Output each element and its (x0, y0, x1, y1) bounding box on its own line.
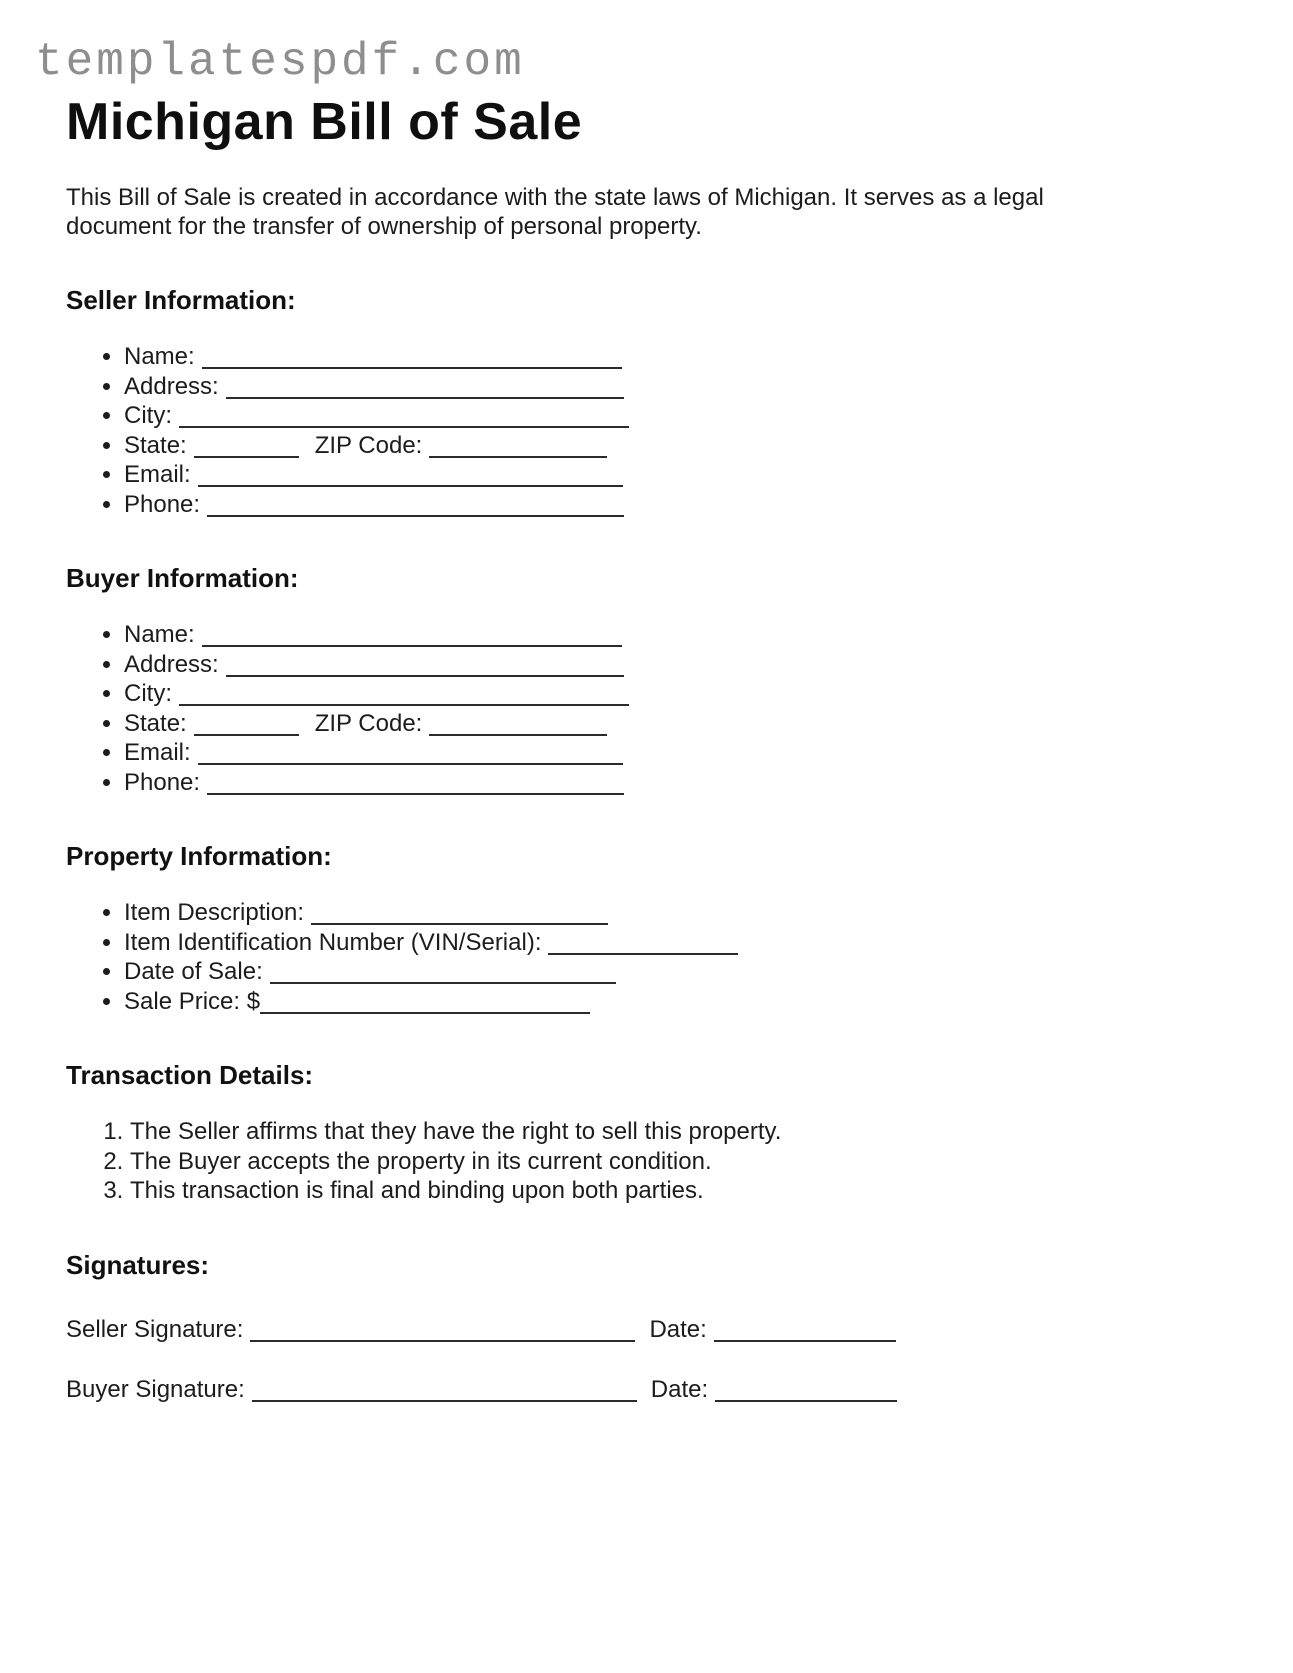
buyer-email-blank (198, 741, 623, 766)
buyer-email-label: Email: (124, 739, 191, 767)
seller-city-row (124, 401, 1258, 431)
date-of-sale-row (124, 957, 1258, 987)
intro-paragraph: This Bill of Sale is created in accordance with the state laws of Michigan. It serves as a legal document for the transfer of ownership of personal property. (66, 184, 1044, 241)
item-description-label: Item Description: (124, 899, 305, 927)
seller-phone-blank (207, 492, 624, 517)
buyer-signature-blank (252, 1377, 637, 1402)
seller-state-blank (194, 433, 299, 458)
transaction-details-heading: Transaction Details: (66, 1060, 314, 1091)
seller-zip-blank (429, 433, 607, 458)
item-id-blank (548, 930, 738, 955)
seller-signature-label: Seller Signature: (66, 1315, 244, 1343)
seller-address-blank (226, 374, 624, 399)
buyer-name-blank (202, 623, 622, 648)
buyer-fields-list (66, 620, 1258, 797)
signatures-heading: Signatures: (66, 1249, 210, 1280)
sale-price-blank (260, 989, 590, 1014)
buyer-address-label: Address: (124, 650, 219, 678)
seller-state-label: State: (124, 431, 187, 459)
seller-date-label: Date: (649, 1315, 707, 1343)
date-of-sale-label: Date of Sale: (124, 958, 263, 986)
buyer-phone-blank (207, 770, 624, 795)
seller-date-blank (714, 1317, 896, 1342)
property-fields-list (66, 898, 1258, 1016)
buyer-date-blank (715, 1377, 897, 1402)
seller-city-label: City: (124, 402, 172, 430)
page-title: Michigan Bill of Sale (66, 93, 583, 152)
seller-phone-label: Phone: (124, 490, 201, 518)
item-id-label: Item Identification Number (VIN/Serial): (124, 928, 542, 956)
buyer-email-row (124, 738, 1258, 768)
buyer-date-label: Date: (650, 1375, 709, 1403)
buyer-state-blank (194, 711, 299, 736)
seller-signature-row (66, 1315, 1258, 1345)
transaction-term-2: 2. The Buyer accepts the property in its current condition. (130, 1147, 1258, 1177)
item-description-row (124, 898, 1258, 928)
buyer-state-zip-row (124, 709, 1258, 739)
transaction-term-1: 1. The Seller affirms that they have the right to sell this property. (130, 1117, 1258, 1147)
buyer-signature-label: Buyer Signature: (66, 1375, 245, 1403)
seller-email-label: Email: (124, 461, 191, 489)
buyer-city-row (124, 679, 1258, 709)
buyer-zip-label: ZIP Code: (314, 709, 423, 737)
property-information-heading: Property Information: (66, 841, 332, 872)
buyer-signature-row (66, 1375, 1258, 1405)
seller-address-label: Address: (124, 372, 219, 400)
seller-name-row (124, 342, 1258, 372)
seller-email-row (124, 460, 1258, 490)
document-content (66, 94, 1258, 1405)
site-watermark: templatespdf.com (35, 36, 525, 88)
seller-name-blank (202, 345, 622, 370)
buyer-name-row (124, 620, 1258, 650)
seller-email-blank (198, 463, 623, 488)
transaction-term-3: 3. This transaction is final and binding upon both parties. (130, 1176, 1258, 1206)
buyer-state-label: State: (124, 709, 187, 737)
buyer-city-label: City: (124, 680, 172, 708)
date-of-sale-blank (270, 960, 616, 985)
buyer-zip-blank (429, 711, 607, 736)
seller-phone-row (124, 490, 1258, 520)
buyer-address-row (124, 650, 1258, 680)
buyer-phone-label: Phone: (124, 768, 201, 796)
buyer-phone-row (124, 768, 1258, 798)
sale-price-label: Sale Price: (124, 987, 241, 1015)
seller-fields-list (66, 342, 1258, 519)
buyer-address-blank (226, 652, 624, 677)
sale-price-row (124, 987, 1258, 1017)
buyer-city-blank (179, 682, 629, 707)
buyer-name-label: Name: (124, 621, 195, 649)
currency-symbol: $ (246, 987, 261, 1015)
seller-name-label: Name: (124, 343, 195, 371)
seller-zip-label: ZIP Code: (314, 431, 423, 459)
seller-information-heading: Seller Information: (66, 285, 296, 316)
item-id-row (124, 928, 1258, 958)
transaction-terms-list (66, 1117, 1258, 1206)
seller-city-blank (179, 404, 629, 429)
buyer-information-heading: Buyer Information: (66, 563, 299, 594)
seller-address-row (124, 372, 1258, 402)
item-description-blank (311, 901, 608, 926)
seller-signature-blank (250, 1317, 635, 1342)
seller-state-zip-row (124, 431, 1258, 461)
